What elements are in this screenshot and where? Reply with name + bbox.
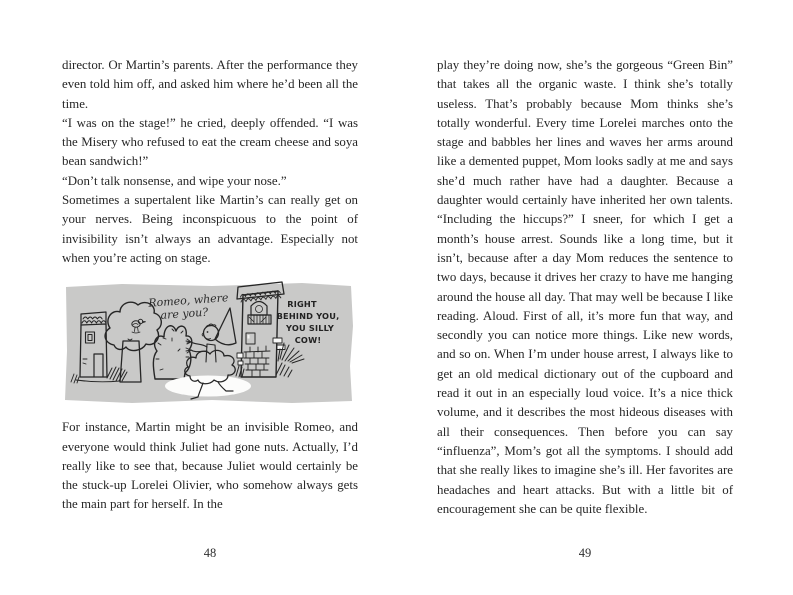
right-page-number: 49 <box>578 546 592 560</box>
left-page-number: 48 <box>203 546 217 560</box>
illustration-svg <box>62 281 354 407</box>
paragraph: For instance, Martin might be an invisible Romeo, and everyone would think Juliet had gone nuts. Actually, I’d really like to see that, because Juliet would certainly be the stuck-up Lorelei Olivier, who somehow always gets the main part for herself. In the <box>62 420 358 512</box>
paragraph: Sometimes a supertalent like Martin’s can really get on your nerves. Being inconspicuous to the point of invisibility isn’t always an advantage. Especially not when you’re acting on stage. <box>62 193 358 265</box>
spotlight <box>165 376 251 397</box>
paragraph: “Don’t talk nonsense, and wipe your nose.” <box>62 173 287 188</box>
comic-line: BEHIND YOU, <box>276 311 340 322</box>
left-page <box>62 56 358 515</box>
paragraph: “I was on the stage!” he cried, deeply offended. “I was the Misery who refused to eat the cream cheese and soya bean sandwich!” <box>62 115 358 169</box>
comic-line: COW! <box>294 335 322 346</box>
comic-line: RIGHT <box>287 299 317 310</box>
paragraph: director. Or Martin’s parents. After the performance they even told him off, and asked him where he’d been all the time. <box>62 58 358 111</box>
illustration <box>62 281 354 407</box>
paragraph: play they’re doing now, she’s the gorgeous “Green Bin” that takes all the organic waste. I think she’s totally useless. That’s probably because Mom thinks she’s totally wonderful. Every time Lorelei marches onto the stage and babbles her lines and waves her arms around like a demented puppet, Mom looks sadly at me and says she’d much rather have had a daughter. Because a daughter would certainly have inherited her own talents. “Including the hiccups?” I sneer, for which I get a month’s house arrest. Sounds like a long time, but it isn’t, because after a day Mom reduces the sentence to two days, because it drives her crazy to have me hanging around the house all day. That may well be because I like reading. Aloud. First of all, it’s more fun that way, and secondly you can notice more things. Like new words, and so on. When I’m under house arrest, I always like to get an old medical dictionary out of the cupboard and read it out in an especially loud voice. It’s a nice thick volume, and it describes the most hideous diseases with all their consequences. Then before you can say “influenza”, Mom’s got all the symptoms. I should add that she really likes to imagine she’s ill. Her favorites are headaches and heart attacks. But with a little bit of encouragement she can be quite flexible. <box>437 58 733 516</box>
handwritten-line: Romeo, where <box>147 291 229 310</box>
comic-line: YOU SILLY <box>286 323 334 334</box>
right-page <box>437 56 733 519</box>
handwritten-line: are you? <box>160 305 209 323</box>
